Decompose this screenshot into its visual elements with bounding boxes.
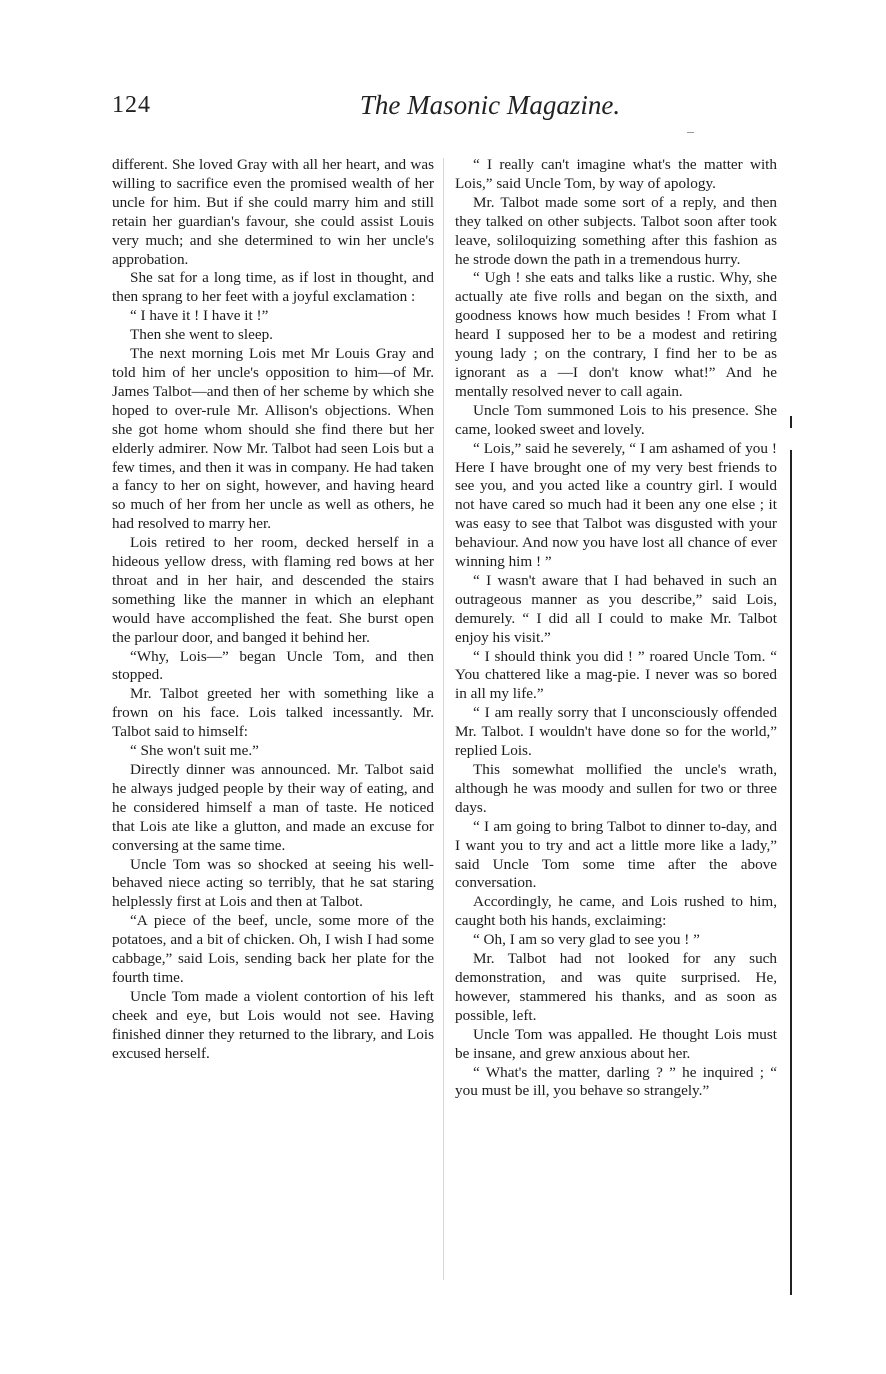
paragraph: Lois retired to her room, decked herself in a hideous yellow dress, with flaming red bows at her throat and in her hair, and descended the stairs something like the manner in which an elephant would have accomplished the feat. She burst open the parlour door, and banged it behind her. (112, 534, 434, 646)
margin-mark-short (790, 416, 792, 428)
paragraph: This somewhat mollified the uncle's wrath, although he was moody and sullen for two or three days. (455, 761, 777, 816)
paragraph: Uncle Tom summoned Lois to his presence. She came, looked sweet and lovely. (455, 401, 777, 438)
paragraph: “A piece of the beef, uncle, some more of the potatoes, and a bit of chicken. Oh, I wish I had some cabbage,” said Lois, sending back her plate for the fourth time. (112, 912, 434, 986)
paragraph: Accordingly, he came, and Lois rushed to him, caught both his hands, exclaiming: (455, 893, 777, 930)
paragraph: “ I should think you did ! ” roared Uncle Tom. “ You chattered like a mag-pie. I never was so bored in all my life.” (455, 647, 777, 703)
paragraph: “ I wasn't aware that I had behaved in such an outrageous manner as you describe,” said Lois, demurely. “ I did all I could to make Mr. Talbot enjoy his visit.” (455, 571, 777, 646)
left-column (112, 156, 434, 1064)
running-title: The Masonic Magazine. (359, 90, 621, 120)
paragraph: Then she went to sleep. (130, 326, 273, 344)
paragraph: “ I really can't imagine what's the matter with Lois,” said Uncle Tom, by way of apology. (455, 156, 777, 192)
page-header (112, 92, 776, 138)
paragraph: “Why, Lois—” began Uncle Tom, and then stopped. (112, 647, 434, 684)
paragraph: Mr. Talbot greeted her with something like a frown on his face. Lois talked incessantly. Mr. Talbot said to himself: (112, 685, 434, 741)
paragraph: Uncle Tom made a violent contortion of his left cheek and eye, but Lois would not see. Having finished dinner they returned to the library, and Lois excused herself. (112, 987, 434, 1062)
paragraph: “ Ugh ! she eats and talks like a rustic. Why, she actually ate five rolls and began on the sixth, and goodness knows how much besides ! From what I heard I supposed her to be a modest and retiring young lady ; on the contrary, I find her to be as ignorant as a —I don't know what!” And he mentally resolved never to call again. (455, 269, 777, 400)
paragraph: different. She loved Gray with all her heart, and was willing to sacrifice even the promised wealth of her uncle for him. But if she could marry him and still retain her guardian's favour, she could assist Louis very much; and she determined to win her uncle's approbation. (112, 156, 434, 268)
paragraph: Uncle Tom was appalled. He thought Lois must be insane, and grew anxious about her. (455, 1025, 777, 1062)
header-rule (687, 132, 694, 133)
paragraph: Mr. Talbot made some sort of a reply, and then they talked on other subjects. Talbot soon after took leave, soliloquizing something after this fashion as he strode down the path in a tremendous hurry. (455, 193, 777, 268)
paragraph: “ I am really sorry that I unconsciously offended Mr. Talbot. I wouldn't have done so for the world,” replied Lois. (455, 704, 777, 760)
paragraph: “ What's the matter, darling ? ” he inquired ; “ you must be ill, you behave so strangely.” (455, 1063, 777, 1100)
page-number: 124 (112, 92, 151, 118)
paragraph: “ She won't suit me.” (130, 742, 259, 760)
paragraph: She sat for a long time, as if lost in thought, and then sprang to her feet with a joyful exclamation : (112, 269, 434, 306)
paragraph: Directly dinner was announced. Mr. Talbot said he always judged people by their way of eating, and he considered himself a man of taste. He noticed that Lois ate like a glutton, and made an excuse for conversing at the same time. (112, 761, 434, 854)
paragraph: “ I am going to bring Talbot to dinner to-day, and I want you to try and act a little more like a lady,” said Uncle Tom some time after the above conversation. (455, 817, 777, 892)
margin-mark-long (790, 450, 792, 1295)
paragraph: Mr. Talbot had not looked for any such demonstration, and was quite surprised. He, however, stammered his thanks, and as soon as possible, left. (455, 950, 777, 1024)
paragraph: “ I have it ! I have it !” (130, 307, 269, 325)
paragraph: “ Lois,” said he severely, “ I am ashamed of you ! Here I have brought one of my very best friends to see you, and you acted like a country girl. I would not have cared so much had it been any one else ; it was easy to see that Talbot was disgusted with your behaviour. And now you have lost all chance of ever winning him ! ” (455, 439, 777, 571)
right-column (455, 156, 777, 1101)
column-divider (443, 158, 444, 1280)
paragraph: Uncle Tom was so shocked at seeing his well-behaved niece acting so terribly, that he sat staring helplessly first at Lois and then at Talbot. (112, 855, 434, 911)
paragraph: “ Oh, I am so very glad to see you ! ” (473, 931, 700, 949)
paragraph: The next morning Lois met Mr Louis Gray and told him of her uncle's opposition to him—of Mr. James Talbot—and then of her scheme by which she hoped to over-rule Mr. Allison's objections. When she got home whom should she find there but her elderly admirer. Now Mr. Talbot had seen Lois but a few times, and then it was in company. He had taken a fancy to her on sight, however, and having heard so much of her from her uncle as well as others, he had resolved to marry her. (112, 345, 434, 533)
